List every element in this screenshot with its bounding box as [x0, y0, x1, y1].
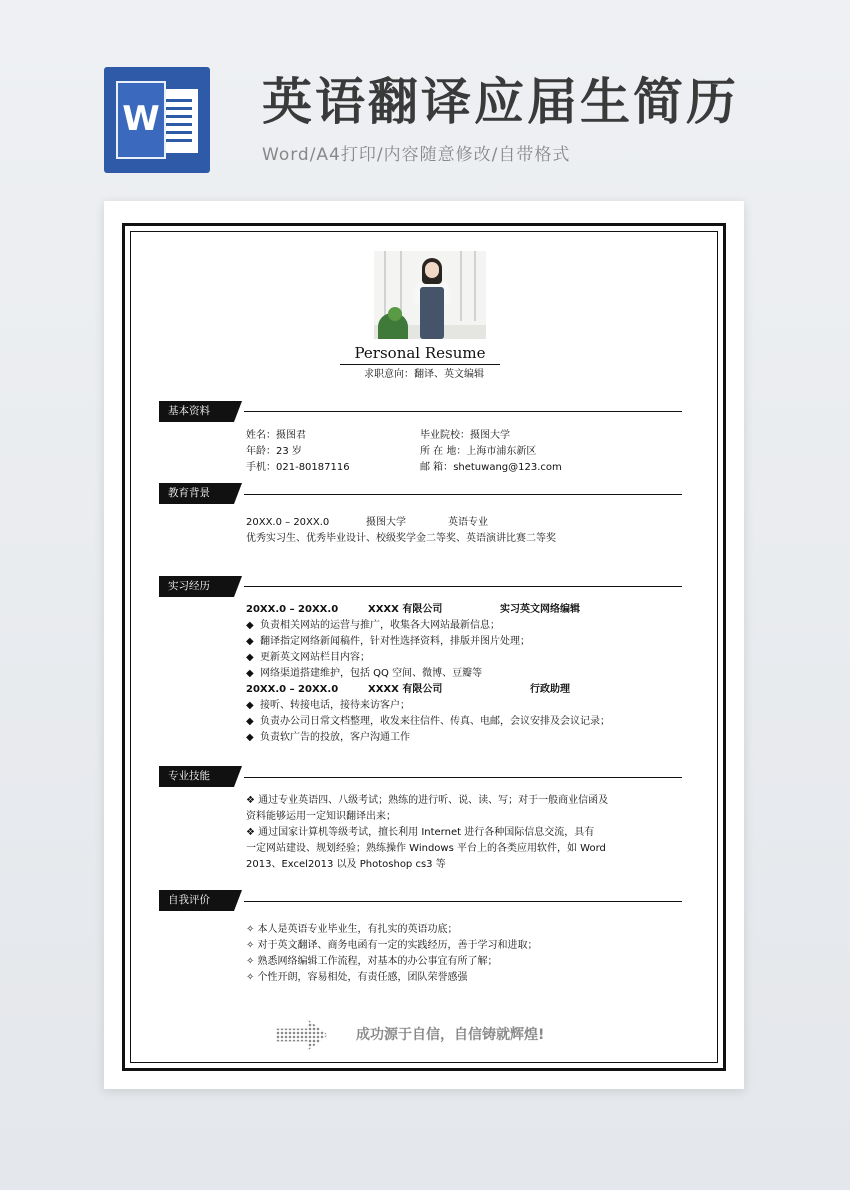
- diamond-bullet-icon: ◆: [246, 716, 254, 727]
- section-rule-basic: [244, 411, 682, 412]
- resume-paper: [104, 201, 744, 1089]
- basic-email: [420, 460, 562, 476]
- education-awards: 优秀实习生、优秀毕业设计、校级奖学金二等奖、英语演讲比赛二等奖: [246, 533, 556, 544]
- self-eval-line: ✧ 熟悉网络编辑工作流程，对基本的办公事宜有所了解；: [246, 956, 498, 967]
- section-label-basic: 基本资料: [159, 401, 234, 422]
- word-icon-letter: W: [122, 99, 160, 139]
- diamond-bullet-icon: ◆: [246, 668, 254, 679]
- education-school: 摄图大学: [366, 517, 406, 528]
- profile-photo: [374, 251, 486, 339]
- job-1-duty: ◆ 翻译指定网络新闻稿件，针对性选择资料，排版并图片处理；: [246, 634, 530, 650]
- resume-title-underline: [340, 364, 500, 365]
- basic-phone: 手机：021-80187116: [246, 462, 350, 473]
- basic-school: 毕业院校：摄图大学: [420, 430, 510, 441]
- skills-line: ❖ 通过国家计算机等级考试，擅长利用 Internet 进行各种国际信息交流，具有: [246, 827, 595, 838]
- basic-location: 所 在 地：上海市浦东新区: [420, 446, 537, 457]
- footer-slogan: 成功源于自信，自信铸就辉煌!: [356, 1027, 545, 1043]
- diamond-bullet-icon: ◆: [246, 652, 254, 663]
- diamond-bullet-icon: ◆: [246, 732, 254, 743]
- basic-name: 姓名：摄图君: [246, 430, 306, 441]
- job-intent: 求职意向：翻译、英文编辑: [364, 369, 484, 380]
- diamond-bullet-icon: ◆: [246, 636, 254, 647]
- self-eval-line: ✧ 对于英文翻译、商务电函有一定的实践经历，善于学习和进取；: [246, 940, 538, 951]
- job-2-period: 20XX.0 – 20XX.0: [246, 684, 339, 695]
- job-2-duty: ◆ 接听、转接电话，接待来访客户；: [246, 698, 410, 714]
- skills-line: 一定网站建设、规划经验；熟练操作 Windows 平台上的各类应用软件，如 Word: [246, 843, 606, 854]
- education-major: 英语专业: [448, 517, 488, 528]
- section-rule-self-eval: [244, 901, 682, 902]
- job-2-duty: ◆ 负责办公司日常文档整理，收发来往信件、传真、电邮，会议安排及会议记录；: [246, 714, 610, 730]
- skills-line: 资料能够运用一定知识翻译出来；: [246, 811, 396, 822]
- diamond-bullet-icon: ◆: [246, 620, 254, 631]
- job-1-company: XXXX 有限公司: [368, 604, 443, 615]
- job-2-position: 行政助理: [530, 684, 570, 695]
- basic-email-value: shetuwang@123.com: [453, 462, 562, 473]
- section-rule-education: [244, 494, 682, 495]
- job-1-duty: ◆ 更新英文网站栏目内容；: [246, 650, 370, 666]
- self-eval-line: ✧ 本人是英语专业毕业生，有扎实的英语功底；: [246, 924, 458, 935]
- section-label-education: 教育背景: [159, 483, 234, 504]
- page-title: 英语翻译应届生简历: [262, 73, 739, 131]
- section-label-skills: 专业技能: [159, 766, 234, 787]
- job-1-duty: ◆ 负责相关网站的运营与推广，收集各大网站最新信息；: [246, 618, 500, 634]
- self-eval-line: ✧ 个性开朗，容易相处，有责任感，团队荣誉感强: [246, 972, 468, 983]
- section-rule-skills: [244, 777, 682, 778]
- section-label-internship: 实习经历: [159, 576, 234, 597]
- resume-title: Personal Resume: [354, 344, 486, 362]
- page-subtitle: Word/A4打印/内容随意修改/自带格式: [262, 145, 571, 165]
- section-rule-internship: [244, 586, 682, 587]
- job-2-duty: ◆ 负责软广告的投放，客户沟通工作: [246, 730, 410, 746]
- skills-line: ❖ 通过专业英语四、八级考试；熟练的进行听、说、读、写；对于一般商业信函及: [246, 795, 609, 806]
- basic-email-label: 邮 箱：: [420, 462, 454, 473]
- skills-line: 2013、Excel2013 以及 Photoshop cs3 等: [246, 859, 446, 870]
- job-1-duty: ◆ 网络渠道搭建维护，包括 QQ 空间、微博、豆瓣等: [246, 666, 482, 682]
- job-2-company: XXXX 有限公司: [368, 684, 443, 695]
- job-1-position: 实习英文网络编辑: [500, 604, 580, 615]
- education-period: 20XX.0 – 20XX.0: [246, 517, 330, 528]
- word-app-icon: [104, 67, 210, 173]
- basic-age: 年龄：23 岁: [246, 446, 302, 457]
- job-1-period: 20XX.0 – 20XX.0: [246, 604, 339, 615]
- diamond-bullet-icon: ◆: [246, 700, 254, 711]
- section-label-self-eval: 自我评价: [159, 890, 234, 911]
